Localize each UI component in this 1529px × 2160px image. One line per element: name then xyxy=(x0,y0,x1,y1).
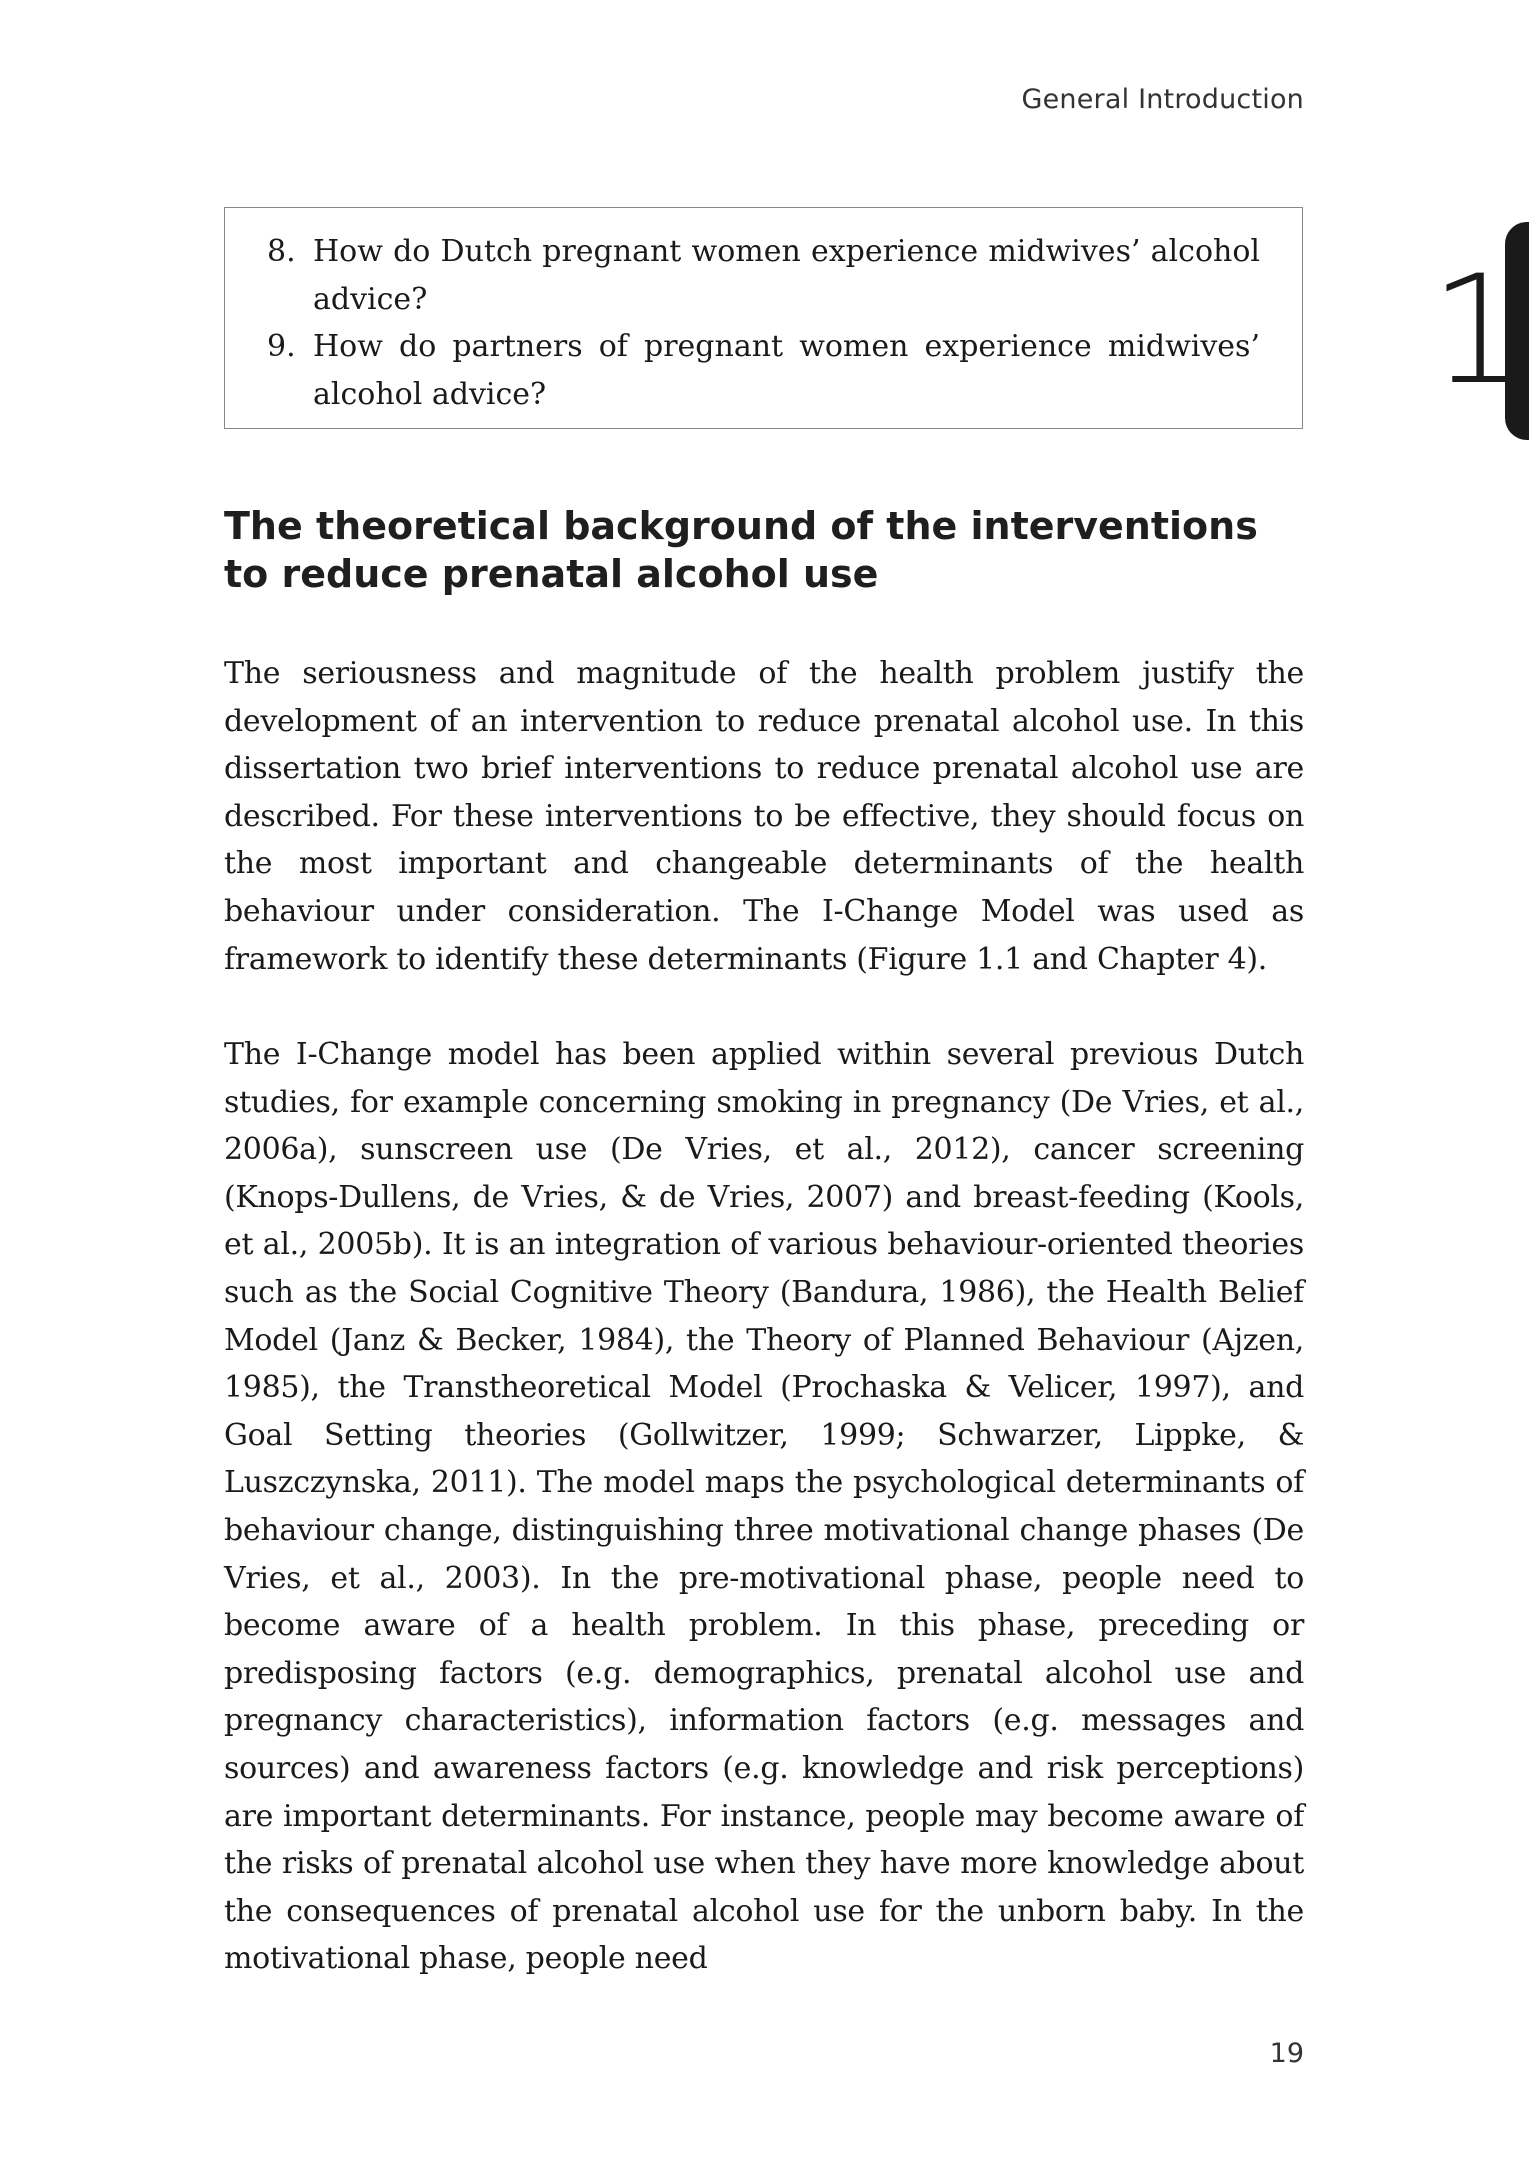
page-number: 19 xyxy=(1269,2038,1304,2069)
list-item xyxy=(267,323,1260,418)
question-list xyxy=(267,228,1260,418)
question-number: 8. xyxy=(267,234,296,269)
body-paragraph: The seriousness and magnitude of the health problem justify the development of an intervention to reduce prenatal alcohol use. In this dissertation two brief interventions to reduce prenatal alcohol use are described. For these interventions to be effective, they should focus on the most important and changeable determinants of the health behaviour under consideration. The I-Change Model was used as framework to identify these determinants (Figure 1.1 and Chapter 4). xyxy=(224,656,1304,977)
section-heading: The theoretical background of the interventions to reduce prenatal alcohol use xyxy=(224,504,1258,596)
research-questions-box xyxy=(224,207,1303,429)
running-head: General Introduction xyxy=(1021,84,1304,115)
body-paragraph: The I-Change model has been applied within several previous Dutch studies, for example concerning smoking in pregnancy (De Vries, et al., 2006a), sunscreen use (De Vries, et al., 2012), cancer screening (Knops-Dullens, de Vries, & de Vries, 2007) and breast-feeding (Kools, et al., 2005b). It is an integration of various behaviour-oriented theories such as the Social Cognitive Theory (Bandura, 1986), the Health Belief Model (Janz & Becker, 1984), the Theory of Planned Behaviour (Ajzen, 1985), the Transtheoretical Model (Prochaska & Velicer, 1997), and Goal Setting theories (Gollwitzer, 1999; Schwarzer, Lippke, & Luszczynska, 2011). The model maps the psychological determinants of behaviour change, distinguishing three motivational change phases (De Vries, et al., 2003). In the pre-motivational phase, people need to become aware of a health problem. In this phase, preceding or predisposing factors (e.g. demographics, prenatal alcohol use and pregnancy characteristics), information factors (e.g. messages and sources) and awareness factors (e.g. knowledge and risk perceptions) are important determinants. For instance, people may become aware of the risks of prenatal alcohol use when they have more knowledge about the consequences of prenatal alcohol use for the unborn baby. In the motivational phase, people need xyxy=(224,1037,1304,1977)
chapter-number: 1 xyxy=(1430,244,1526,418)
list-item xyxy=(267,228,1260,323)
question-text: How do Dutch pregnant women experience midwives’ alcohol advice? xyxy=(313,234,1260,317)
question-number: 9. xyxy=(267,329,296,364)
question-text: How do partners of pregnant women experience midwives’ alcohol advice? xyxy=(313,329,1260,412)
